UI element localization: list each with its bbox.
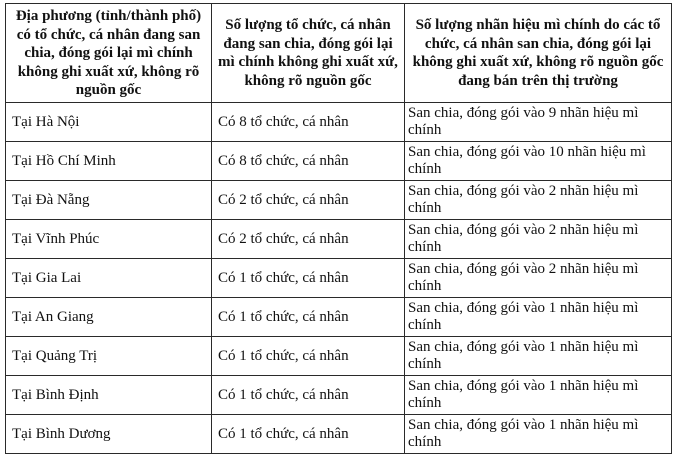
msg-distribution-table bbox=[5, 3, 672, 454]
table-row bbox=[6, 336, 672, 375]
cell-brand-count: San chia, đóng gói vào 1 nhãn hiệu mì chính bbox=[405, 375, 672, 414]
cell-brand-count: San chia, đóng gói vào 1 nhãn hiệu mì chính bbox=[405, 297, 672, 336]
cell-brand-count: San chia, đóng gói vào 1 nhãn hiệu mì chính bbox=[405, 414, 672, 453]
cell-location: Tại Hồ Chí Minh bbox=[6, 141, 212, 180]
cell-location: Tại Quảng Trị bbox=[6, 336, 212, 375]
header-brand-count: Số lượng nhãn hiệu mì chính do các tổ chức, cá nhân san chia, đóng gói lại không ghi xuất xứ, không rõ nguồn gốc đang bán trên thị trường bbox=[405, 4, 672, 103]
cell-location: Tại Hà Nội bbox=[6, 102, 212, 141]
cell-location: Tại Bình Dương bbox=[6, 414, 212, 453]
table-row bbox=[6, 180, 672, 219]
cell-brand-count: San chia, đóng gói vào 2 nhãn hiệu mì chính bbox=[405, 219, 672, 258]
table-row bbox=[6, 297, 672, 336]
cell-org-count: Có 1 tổ chức, cá nhân bbox=[212, 297, 405, 336]
table-row bbox=[6, 141, 672, 180]
table-body bbox=[6, 102, 672, 453]
cell-brand-count: San chia, đóng gói vào 10 nhãn hiệu mì chính bbox=[405, 141, 672, 180]
header-location: Địa phương (tỉnh/thành phố) có tổ chức, cá nhân đang san chia, đóng gói lại mì chính không ghi xuất xứ, không rõ nguồn gốc bbox=[6, 4, 212, 103]
cell-brand-count: San chia, đóng gói vào 2 nhãn hiệu mì chính bbox=[405, 258, 672, 297]
cell-org-count: Có 1 tổ chức, cá nhân bbox=[212, 258, 405, 297]
table-row bbox=[6, 258, 672, 297]
table-row bbox=[6, 102, 672, 141]
cell-org-count: Có 2 tổ chức, cá nhân bbox=[212, 180, 405, 219]
cell-org-count: Có 8 tổ chức, cá nhân bbox=[212, 141, 405, 180]
cell-brand-count: San chia, đóng gói vào 9 nhãn hiệu mì chính bbox=[405, 102, 672, 141]
table-row bbox=[6, 414, 672, 453]
cell-location: Tại An Giang bbox=[6, 297, 212, 336]
cell-org-count: Có 1 tổ chức, cá nhân bbox=[212, 375, 405, 414]
cell-org-count: Có 2 tổ chức, cá nhân bbox=[212, 219, 405, 258]
table-row bbox=[6, 375, 672, 414]
cell-brand-count: San chia, đóng gói vào 1 nhãn hiệu mì chính bbox=[405, 336, 672, 375]
cell-location: Tại Vĩnh Phúc bbox=[6, 219, 212, 258]
table-header-row bbox=[6, 4, 672, 103]
cell-location: Tại Gia Lai bbox=[6, 258, 212, 297]
cell-org-count: Có 1 tổ chức, cá nhân bbox=[212, 336, 405, 375]
table-row bbox=[6, 219, 672, 258]
cell-location: Tại Bình Định bbox=[6, 375, 212, 414]
cell-brand-count: San chia, đóng gói vào 2 nhãn hiệu mì chính bbox=[405, 180, 672, 219]
cell-location: Tại Đà Nẵng bbox=[6, 180, 212, 219]
cell-org-count: Có 8 tổ chức, cá nhân bbox=[212, 102, 405, 141]
cell-org-count: Có 1 tổ chức, cá nhân bbox=[212, 414, 405, 453]
header-org-count: Số lượng tổ chức, cá nhân đang san chia, đóng gói lại mì chính không ghi xuất xứ, không rõ nguồn gốc bbox=[212, 4, 405, 103]
